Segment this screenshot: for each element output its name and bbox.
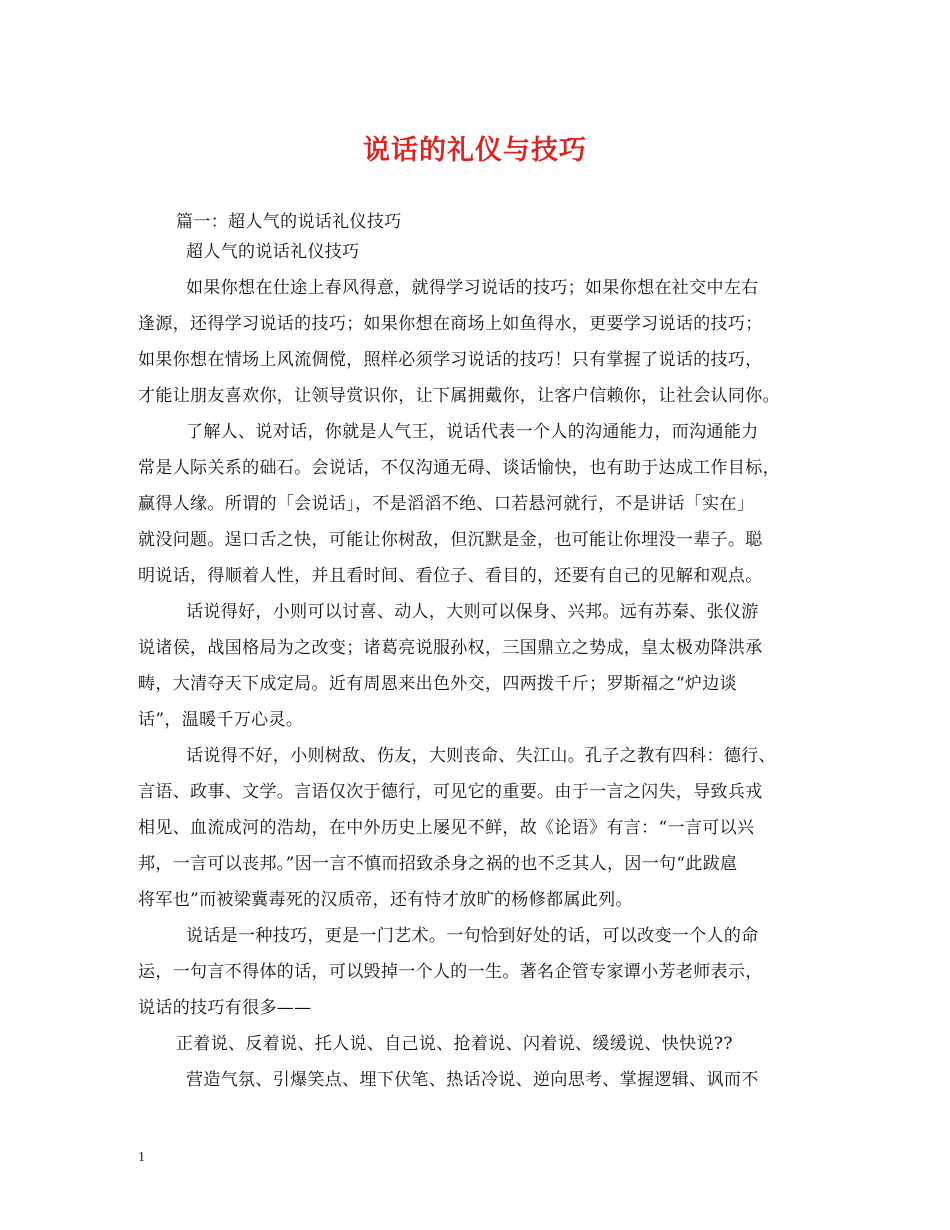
text-line: 畴，大清夺天下成定局。近有周恩来出色外交，四两拨千斤；罗斯福之“炉边谈 (138, 674, 737, 694)
text-line: 相见、血流成河的浩劫，在中外历史上屡见不鲜，故《论语》有言：“一言可以兴 (138, 818, 755, 838)
text-line: 逢源，还得学习说话的技巧；如果你想在商场上如鱼得水，更要学习说话的技巧； (138, 314, 763, 334)
text-line: 话说得好，小则可以讨喜、动人，大则可以保身、兴邦。远有苏秦、张仪游 (186, 602, 759, 622)
text-line: 运，一句言不得体的话，可以毁掉一个人的一生。著名企管专家谭小芳老师表示， (138, 962, 763, 982)
text-line: 说诸侯，战国格局为之改变；诸葛亮说服孙权，三国鼎立之势成，皇太极劝降洪承 (138, 638, 763, 658)
text-line: 超人气的说话礼仪技巧 (186, 242, 360, 262)
text-line: 才能让朋友喜欢你，让领导赏识你，让下属拥戴你，让客户信赖你，让社会认同你。 (138, 386, 780, 406)
document-title: 说话的礼仪与技巧 (363, 135, 587, 166)
text-line: 说话的技巧有很多—— (138, 998, 312, 1018)
text-line: 常是人际关系的础石。会说话，不仅沟通无碍、谈话愉快，也有助于达成工作目标， (138, 458, 780, 478)
text-line: 赢得人缘。所谓的「会说话」，不是滔滔不绝、口若悬河就行，不是讲话「实在」 (138, 494, 755, 514)
text-line: 正着说、反着说、托人说、自己说、抢着说、闪着说、缓缓说、快快说?? (176, 1034, 733, 1054)
text-line: 就没问题。逞口舌之快，可能让你树敌，但沉默是金，也可能让你埋没一辈子。聪 (138, 530, 763, 550)
text-line: 说话是一种技巧，更是一门艺术。一句恰到好处的话，可以改变一个人的命 (186, 926, 759, 946)
text-line: 如果你想在情场上风流倜傥，照样必须学习说话的技巧！只有掌握了说话的技巧， (138, 350, 763, 370)
text-line: 将军也”而被梁冀毒死的汉质帝，还有恃才放旷的杨修都属此列。 (138, 890, 633, 910)
text-line: 篇一：超人气的说话礼仪技巧 (176, 212, 402, 232)
text-line: 邦，一言可以丧邦。”因一言不慎而招致杀身之祸的也不乏其人，因一句“此跋扈 (138, 854, 738, 874)
text-line: 话说得不好，小则树敌、伤友，大则丧命、失江山。孔子之教有四科：德行、 (186, 746, 776, 766)
text-line: 如果你想在仕途上春风得意，就得学习说话的技巧；如果你想在社交中左右 (186, 278, 759, 298)
text-line: 明说话，得顺着人性，并且看时间、看位子、看目的，还要有自己的见解和观点。 (138, 566, 763, 586)
text-line: 言语、政事、文学。言语仅次于德行，可见它的重要。由于一言之闪失，导致兵戎 (138, 782, 763, 802)
text-line: 营造气氛、引爆笑点、埋下伏笔、热话冷说、逆向思考、掌握逻辑、讽而不 (186, 1070, 759, 1090)
text-line: 话”，温暖千万心灵。 (138, 710, 304, 730)
text-line: 了解人、说对话，你就是人气王，说话代表一个人的沟通能力，而沟通能力 (186, 422, 759, 442)
page-number: 1 (138, 1150, 145, 1165)
